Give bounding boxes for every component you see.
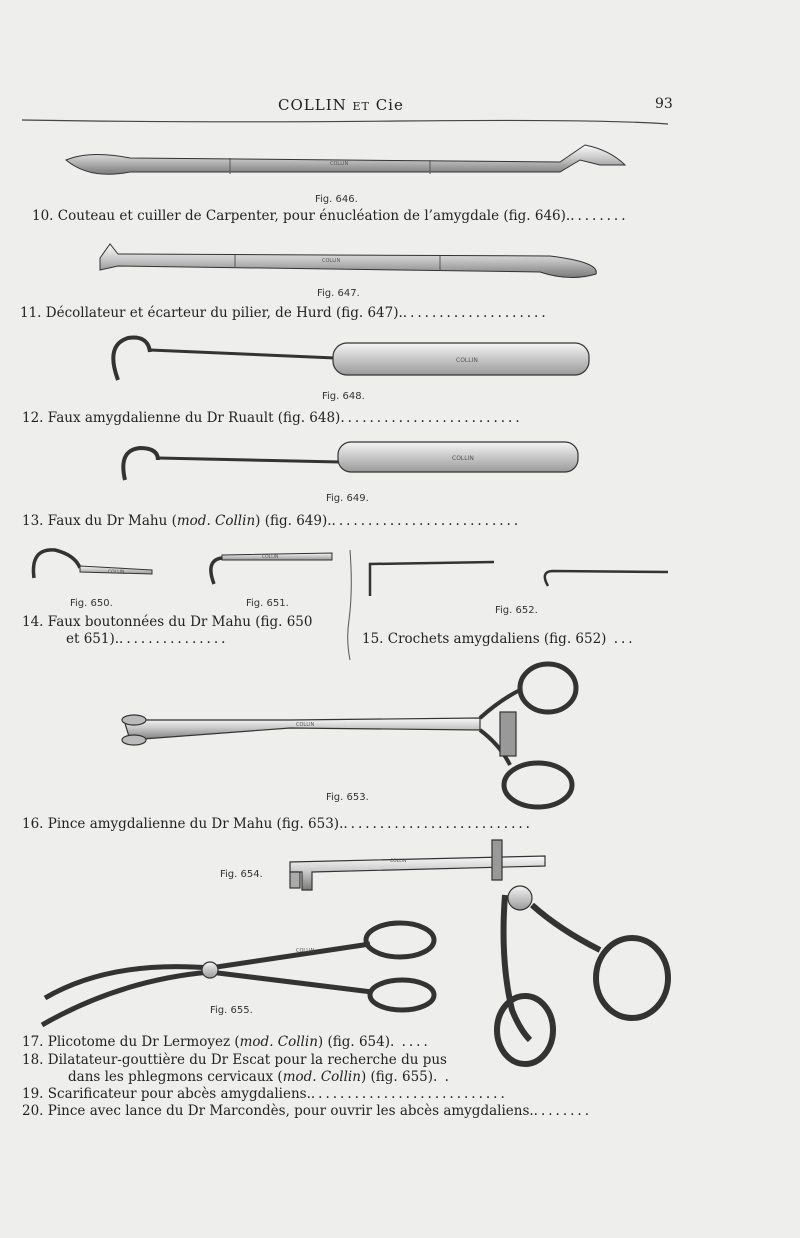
fig654-instrument <box>290 840 668 1064</box>
caption-fig647: Fig. 647. <box>317 288 360 299</box>
fig647-instrument <box>100 244 596 278</box>
caption-fig652: Fig. 652. <box>495 605 538 616</box>
caption-fig650: Fig. 650. <box>70 598 113 609</box>
caption-fig655: Fig. 655. <box>210 1005 253 1016</box>
entry-20: 20. Pince avec lance du Dr Marcondès, pour ouvrir les abcès amygdaliens......... <box>22 1103 593 1119</box>
entry-11: 11. Décollateur et écarteur du pilier, de Hurd (fig. 647)..................... <box>20 305 549 321</box>
entry-18-cont: dans les phlegmons cervicaux (mod. Collin) (fig. 655). . <box>68 1069 452 1085</box>
fig646-instrument <box>66 145 625 174</box>
entry-19: 19. Scarificateur pour abcès amygdaliens............................ <box>22 1086 508 1102</box>
engraved-label-647: COLLIN <box>322 258 341 264</box>
entry-18: 18. Dilatateur-gouttière du Dr Escat pour la recherche du pus <box>22 1052 447 1068</box>
entry-14: 14. Faux boutonnées du Dr Mahu (fig. 650 <box>22 614 313 630</box>
fig650-instrument <box>33 550 152 578</box>
caption-fig653: Fig. 653. <box>326 792 369 803</box>
engraved-label-649: COLLIN <box>452 455 474 462</box>
entry-14-cont: et 651)................ <box>66 631 229 647</box>
engraved-label-653: COLLIN <box>296 722 315 728</box>
entry-17: 17. Plicotome du Dr Lermoyez (mod. Collin) (fig. 654). .... <box>22 1034 431 1050</box>
fig653-instrument <box>122 664 576 807</box>
caption-fig649: Fig. 649. <box>326 493 369 504</box>
divider <box>348 550 352 660</box>
engraved-label-651: COLLIN <box>262 555 279 560</box>
entry-15: 15. Crochets amygdaliens (fig. 652) ... <box>362 631 636 647</box>
header-rule <box>22 120 668 124</box>
engraved-label-650: COLLIN <box>108 570 125 575</box>
header-company: Cie <box>375 96 404 114</box>
entry-10: 10. Couteau et cuiller de Carpenter, pour énucléation de l’amygdale (fig. 646)......... <box>32 208 629 224</box>
engraved-label-646: COLLIN <box>330 161 349 167</box>
fig648-instrument <box>113 338 589 380</box>
fig649-instrument <box>123 442 578 480</box>
engraved-label-655: COLLIN <box>296 948 315 954</box>
caption-fig654: Fig. 654. <box>220 869 263 880</box>
entry-12: 12. Faux amygdalienne du Dr Ruault (fig. 648)......................... <box>22 410 523 426</box>
entry-16: 16. Pince amygdalienne du Dr Mahu (fig. 653)........................... <box>22 816 533 832</box>
caption-fig648: Fig. 648. <box>322 391 365 402</box>
caption-fig651: Fig. 651. <box>246 598 289 609</box>
engraved-label-648: COLLIN <box>456 357 478 364</box>
caption-fig646: Fig. 646. <box>315 194 358 205</box>
fig652-instruments <box>370 562 668 596</box>
header-et: ET <box>352 100 370 113</box>
entry-13: 13. Faux du Dr Mahu (mod. Collin) (fig. 649)........................... <box>22 513 522 529</box>
page-number: 93 <box>655 96 673 112</box>
engraved-label-654: COLLIN <box>390 859 407 864</box>
header-title: COLLIN <box>278 96 347 114</box>
